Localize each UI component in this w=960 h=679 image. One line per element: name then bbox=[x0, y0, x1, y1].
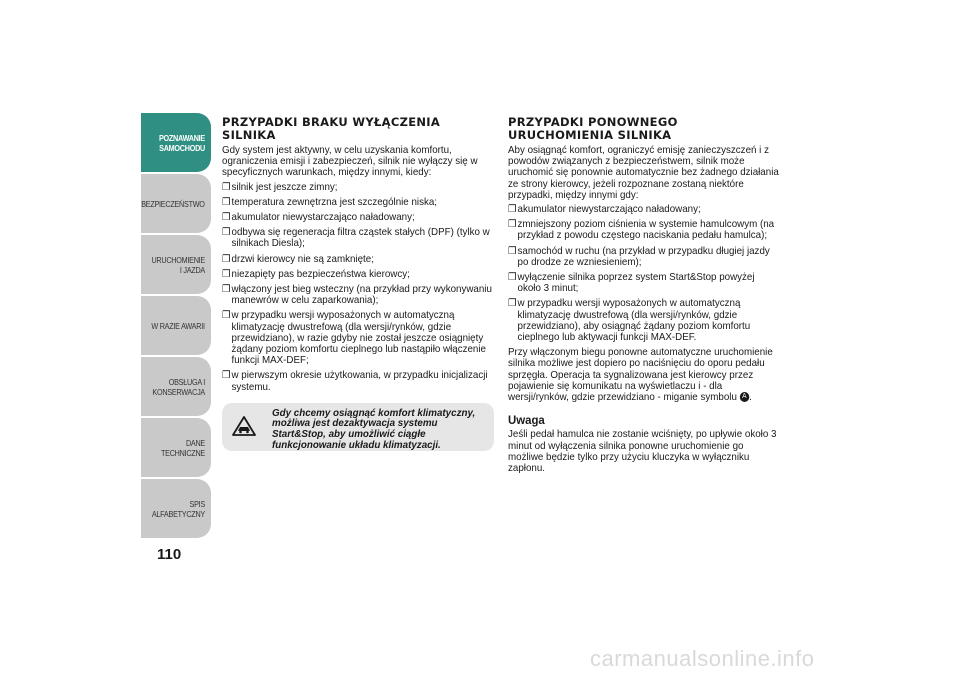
checkbox-bullet-icon: ❒ bbox=[508, 245, 517, 257]
list-item: ❒ wyłączenie silnika poprzez system Start&Stop powyżej około 3 minut; bbox=[508, 272, 755, 295]
left-column bbox=[222, 116, 494, 451]
tab-label: URUCHOMIENIE I JAZDA bbox=[151, 254, 205, 275]
tab-dane-techniczne[interactable] bbox=[141, 418, 211, 477]
list-item: ❒ temperatura zewnętrzna jest szczególnie niska; bbox=[222, 196, 438, 208]
chapter-sidebar bbox=[141, 113, 211, 540]
checkbox-bullet-icon: ❒ bbox=[222, 196, 231, 208]
tab-bezpieczenstwo[interactable] bbox=[141, 174, 211, 233]
start-stop-symbol-icon: A bbox=[740, 392, 750, 402]
section-title: PRZYPADKI PONOWNEGO URUCHOMIENIA SILNIKA bbox=[508, 115, 678, 142]
checkbox-bullet-icon: ❒ bbox=[508, 298, 517, 310]
checkbox-bullet-icon: ❒ bbox=[508, 204, 517, 216]
list-item: ❒ akumulator niewystarczająco naładowany; bbox=[222, 212, 415, 224]
list-item: ❒ samochód w ruchu (na przykład w przypadku długiej jazdy po drodze ze wzniesieniem); bbox=[508, 245, 770, 268]
tab-uruchomienie-i-jazda[interactable] bbox=[141, 235, 211, 294]
checkbox-bullet-icon: ❒ bbox=[222, 227, 231, 239]
tab-obsluga-i-konserwacja[interactable] bbox=[141, 357, 211, 416]
car-warning-icon bbox=[232, 415, 256, 437]
tab-label: DANE TECHNICZNE bbox=[160, 437, 205, 458]
tab-w-razie-awarii[interactable] bbox=[141, 296, 211, 355]
checkbox-bullet-icon: ❒ bbox=[508, 272, 517, 284]
note-paragraph: Jeśli pedał hamulca nie zostanie wciśnięty, po upływie około 3 minut od wyłączenia silnika ponowne uruchomienie go możliwe będzie tylko przy użyciu kluczyka w wyłączniku zapłonu. bbox=[508, 429, 777, 475]
intro-paragraph: Aby osiągnąć komfort, ograniczyć emisję zanieczyszczeń i z powodów związanych z bezpieczeństwem, silnik może uruchomić się ponownie automatycznie bez żadnego działania ze strony kierowcy, jeżeli rozpoznane zostaną niektóre przypadki, między innymi gdy: bbox=[508, 145, 779, 201]
tab-label: POZNAWANIE SAMOCHODU bbox=[158, 132, 205, 153]
tab-label: OBSŁUGA I KONSERWACJA bbox=[152, 376, 205, 397]
page-number: 110 bbox=[157, 546, 182, 563]
checkbox-bullet-icon: ❒ bbox=[222, 310, 231, 322]
list-item: ❒ silnik jest jeszcze zimny; bbox=[222, 181, 338, 193]
warning-text: Gdy chcemy osiągnąć komfort klimatyczny, możliwa jest dezaktywacja systemu Start&Stop, aby umożliwić ciągłe funkcjonowanie układu klimatyzacji. bbox=[272, 407, 476, 451]
checkbox-bullet-icon: ❒ bbox=[508, 219, 517, 231]
right-column bbox=[508, 116, 780, 474]
tab-label: BEZPIECZEŃSTWO bbox=[141, 198, 205, 209]
watermark: carmanualsonline.info bbox=[590, 646, 815, 671]
tab-poznawanie-samochodu[interactable] bbox=[141, 113, 211, 172]
checkbox-bullet-icon: ❒ bbox=[222, 370, 231, 382]
section-title: PRZYPADKI BRAKU WYŁĄCZENIA SILNIKA bbox=[222, 115, 441, 142]
condition-list bbox=[222, 182, 494, 393]
list-item: ❒ w pierwszym okresie użytkowania, w przypadku inicjalizacji systemu. bbox=[222, 370, 488, 393]
left-text bbox=[222, 145, 494, 393]
gear-paragraph: Przy włączonym biegu ponowne automatyczne uruchomienie silnika możliwe jest dopiero po naciśnięciu do oporu pedału sprzęgła. Operacja ta sygnalizowana jest kierowcy przez pojawienie się komunikatu na wyświetlaczu i - dla wersji/rynków, gdzie przewidziano - miganie symbolu A . bbox=[508, 347, 773, 404]
intro-paragraph: Gdy system jest aktywny, w celu uzyskania komfortu, ograniczenia emisji i zabezpieczeń, silnik nie wyłączy się w specyficznych warunkach, między innymi, kiedy: bbox=[222, 145, 478, 179]
checkbox-bullet-icon: ❒ bbox=[222, 268, 231, 280]
list-item: ❒ zmniejszony poziom ciśnienia w systemie hamulcowym (na przykład z powodu częstego naciskania pedału hamulca); bbox=[508, 219, 775, 242]
list-item: ❒ akumulator niewystarczająco naładowany; bbox=[508, 204, 701, 216]
tab-label: W RAZIE AWARII bbox=[151, 320, 205, 331]
tab-label: SPIS ALFABETYCZNY bbox=[151, 498, 205, 519]
checkbox-bullet-icon: ❒ bbox=[222, 284, 231, 296]
warning-box bbox=[222, 403, 494, 451]
checkbox-bullet-icon: ❒ bbox=[222, 253, 231, 265]
note-heading: Uwaga bbox=[508, 413, 545, 428]
condition-list bbox=[508, 204, 780, 343]
list-item: ❒ włączony jest bieg wsteczny (na przykład przy wykonywaniu manewrów w celu zaparkowania); bbox=[222, 284, 492, 307]
checkbox-bullet-icon: ❒ bbox=[222, 181, 231, 193]
tab-spis-alfabetyczny[interactable] bbox=[141, 479, 211, 538]
list-item: ❒ drzwi kierowcy nie są zamknięte; bbox=[222, 253, 374, 265]
checkbox-bullet-icon: ❒ bbox=[222, 212, 231, 224]
right-text bbox=[508, 145, 780, 474]
list-item: ❒ w przypadku wersji wyposażonych w automatyczną klimatyzację dwustrefową (dla wersji/rynków, gdzie przewidziano), aby osiągnąć żądany poziom komfortu cieplnego lub aktywacji funkcji MAX-DEF. bbox=[508, 298, 751, 344]
list-item: ❒ w przypadku wersji wyposażonych w automatyczną klimatyzację dwustrefową (dla wersji/rynków, gdzie przewidziano), w razie gdyby nie został jeszcze osiągnięty żądany poziom komfortu cieplnego lub nastąpiło włączenie funkcji MAX-DEF; bbox=[222, 310, 486, 367]
list-item: ❒ odbywa się regeneracja filtra cząstek stałych (DPF) (tylko w silnikach Diesla); bbox=[222, 227, 490, 250]
list-item: ❒ niezapięty pas bezpieczeństwa kierowcy; bbox=[222, 268, 410, 280]
